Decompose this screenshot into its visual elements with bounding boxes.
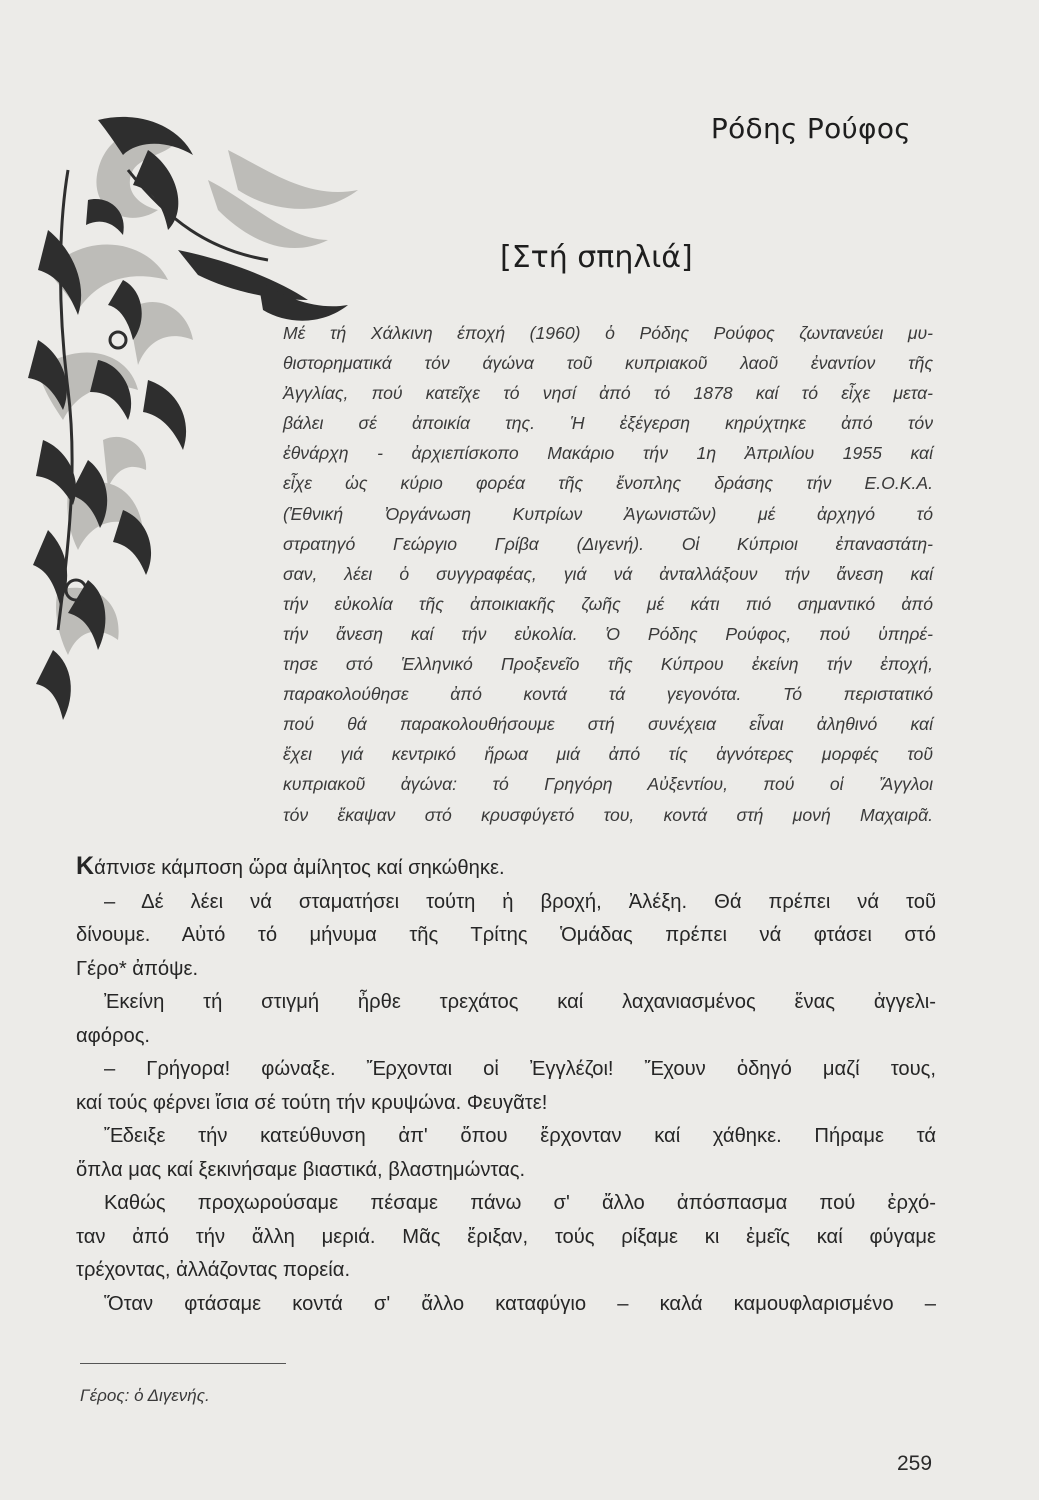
intro-line: τησε στό Ἑλληνικό Προξενεῖο τῆς Κύπρου ἐκείνη τήν ἐποχή,	[283, 654, 933, 675]
story-line: ὅπλα μας καί ξεκινήσαμε βιαστικά, βλαστημώντας.	[76, 1158, 526, 1181]
intro-line: τήν ἄνεση καί τήν εὐκολία. Ὁ Ρόδης Ρούφος, πού ὑπηρέ-	[283, 623, 933, 644]
intro-line: πού θά παρακολουθήσουμε στή συνέχεια εἶναι ἀληθινό καί	[283, 714, 933, 735]
intro-line: ἐθνάρχη - ἀρχιεπίσκοπο Μακάριο τήν 1η Ἀπριλίου 1955 καί	[283, 443, 933, 464]
intro-line: ἔχει γιά κεντρικό ἥρωα μιά ἀπό τίς ἁγνότερες μορφές τοῦ	[283, 744, 933, 765]
intro-line: παρακολούθησε ἀπό κοντά τά γεγονότα. Τό περιστατικό	[283, 684, 933, 705]
intro-line: βάλει σέ ἀποικία της. Ἡ ἐξέγερση κηρύχτηκε ἀπό τόν	[283, 413, 933, 434]
intro-line: στρατηγό Γεώργιο Γρίβα (Διγενή). Οἱ Κύπριοι ἐπαναστάτη-	[283, 533, 933, 554]
story-line: Ἔδειξε τήν κατεύθυνση ἀπ' ὅπου ἔρχονταν καί χάθηκε. Πήραμε τά	[104, 1125, 936, 1147]
initial-letter: Κ	[76, 852, 95, 880]
story-line: τρέχοντας, ἀλλάζοντας πορεία.	[76, 1259, 351, 1281]
intro-line: Ἀγγλίας, πού κατεῖχε τό νησί ἀπό τό 1878 καί τό εἶχε μετα-	[283, 383, 933, 404]
intro-line: εἶχε ὡς κύριο φορέα τῆς ἔνοπλης δράσης τήν Ε.Ο.Κ.Α.	[283, 473, 933, 494]
story-line: – Γρήγορα! φώναξε. Ἔρχονται οἱ Ἐγγλέζοι! Ἔχουν ὁδηγό μαζί τους,	[104, 1058, 936, 1080]
story-line: – Δέ λέει νά σταματήσει τούτη ἡ βροχή, Ἀλέξη. Θά πρέπει νά τοῦ	[104, 890, 936, 913]
intro-line: τήν εὐκολία τῆς ἀποικιακῆς ζωῆς μέ κάτι πιό σημαντικό ἀπό	[283, 593, 933, 614]
intro-line: σαν, λέει ὁ συγγραφέας, γιά νά ἀνταλλάξουν τήν ἄνεση καί	[283, 563, 933, 584]
story-line: Ἐκείνη τή στιγμή ἦρθε τρεχάτος καί λαχανιασμένος ἕνας ἀγγελι-	[104, 991, 936, 1013]
footnote-divider	[80, 1363, 286, 1364]
intro-line: Μέ τή Χάλκινη έποχή (1960) ὁ Ρόδης Ρούφος ζωντανεύει μυ-	[283, 323, 933, 343]
story-line: Ὅταν φτάσαμε κοντά σ' ἄλλο καταφύγιο – καλά καμουφλαρισμένο –	[104, 1292, 936, 1315]
story-line: καί τούς φέρνει ἴσια σέ τούτη τήν κρυψώνα. Φευγᾶτε!	[76, 1091, 548, 1114]
intro-line: κυπριακοῦ ἀγώνα: τό Γρηγόρη Αὐξεντίου, πού οἱ Ἄγγλοι	[283, 774, 933, 795]
story-line: ταν ἀπό τήν ἄλλη μεριά. Μᾶς ἔριξαν, τούς ρίξαμε κι ἐμεῖς καί φύγαμε	[76, 1225, 936, 1248]
intro-line: τόν ἔκαψαν στό κρυσφύγετό του, κοντά στή μονή Μαχαιρᾶ.	[283, 804, 933, 825]
intro-line: (Ἐθνική Ὀργάνωση Κυπρίων Ἀγωνιστῶν) μέ ἀρχηγό τό	[283, 503, 933, 524]
intro-line: θιστορηματικά τόν άγώνα τοῦ κυπριακοῦ λαοῦ ἐναντίον τῆς	[283, 353, 933, 374]
story-line: αφόρος.	[76, 1024, 151, 1047]
story-first-line	[76, 850, 936, 886]
story-text	[76, 850, 936, 1321]
page-number: 259	[897, 1452, 933, 1475]
footnote: Γέρος: ὁ Διγενής.	[80, 1386, 210, 1405]
story-line: δίνουμε. Αὐτό τό μήνυμα τῆς Τρίτης Ὁμάδας πρέπει νά φτάσει στό	[76, 924, 936, 946]
story-first-line-rest: άπνισε κάμποση ὥρα ἀμίλητος καί σηκώθηκε.	[94, 857, 505, 879]
author-name: Ρόδης Ρούφος	[710, 112, 911, 145]
intro-paragraph	[283, 318, 933, 830]
story-line: Καθώς προχωρούσαμε πέσαμε πάνω σ' ἄλλο ἀπόσπασμα πού ἐρχό-	[104, 1192, 936, 1214]
story-line: Γέρο* ἀπόψε.	[76, 957, 199, 980]
chapter-title: [Στή σπηλιά]	[500, 240, 693, 275]
